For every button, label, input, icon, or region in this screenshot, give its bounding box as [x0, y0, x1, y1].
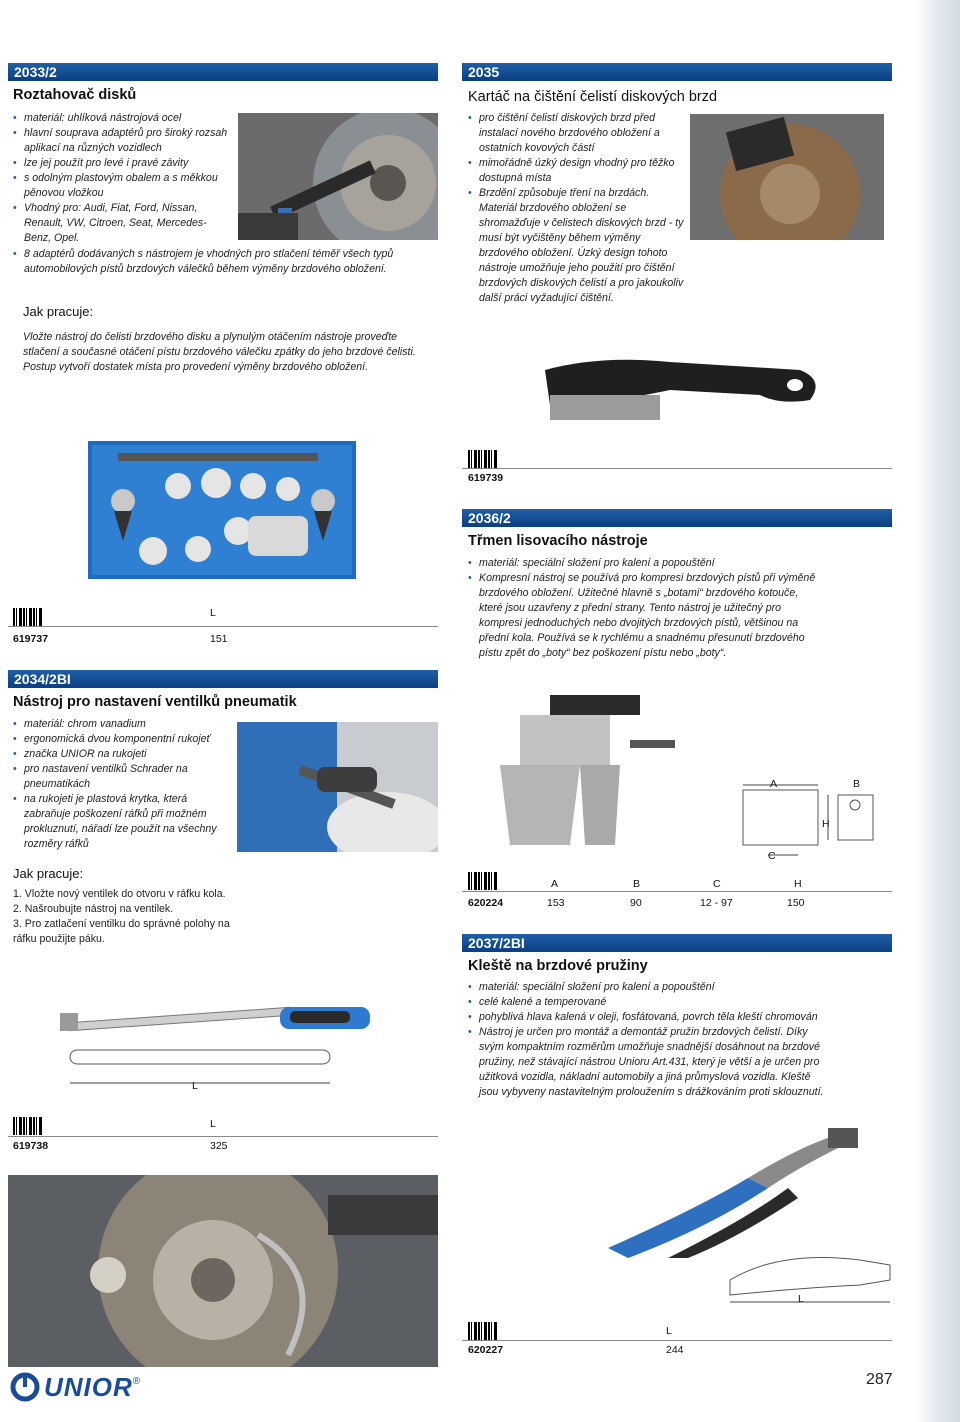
brake-caliper-brush-photo: [690, 114, 884, 240]
drawing-dimension-a: A: [770, 778, 778, 790]
column-header-b: B: [633, 878, 641, 890]
drawing-dimension-l: L: [798, 1293, 804, 1305]
section-code: 2033/2: [14, 64, 57, 80]
value-l: 325: [210, 1140, 228, 1152]
feature-list: [13, 111, 233, 246]
step-item: 1. Vložte nový ventilek do otvoru v ráfku kola.: [13, 888, 226, 900]
value-b: 90: [630, 897, 642, 909]
value-l: 151: [210, 633, 228, 645]
section-code-bar: [8, 670, 438, 688]
drawing-dimension-l: L: [192, 1080, 198, 1092]
feature-item: • materiál: uhlíková nástrojová ocel: [13, 111, 233, 126]
how-it-works-heading: Jak pracuje:: [13, 866, 84, 881]
table-rule: [8, 626, 438, 627]
section-code-bar: [462, 63, 892, 81]
table-rule: [462, 891, 892, 892]
article-number: 620224: [468, 897, 504, 909]
table-rule: [8, 1136, 438, 1137]
feature-item: • materiál: speciální složení pro kalení a popouštění: [468, 556, 818, 571]
drawing-dimension-c: C: [768, 850, 776, 862]
disc-spreader-case-photo: [88, 441, 356, 579]
feature-item: • Nástroj je určen pro montáž a demontáž pružin brzdových čelistí. Díky svým kompaktním rozměrům umožňuje snadnější dosáhnout na brzdové pružiny, než stávající nástrou Unioru Art.431, který je větší a je určen pro užitková vozidla, nákladní automobily a jiná průmyslová vozidla. Kleště jsou vybyveny nastavitelným proloužením s drážkováním proti sklouznutí.: [468, 1025, 828, 1100]
feature-item: • materiál: speciální složení pro kalení a popouštění: [468, 980, 828, 995]
section-code: 2035: [468, 64, 500, 80]
value-h: 150: [787, 897, 805, 909]
feature-item: • 8 adaptérů dodávaných s nástrojem je vhodných pro stlačení téměř všech typů automobilových pístů brzdových válečků během výměny brzdového obložení.: [13, 247, 433, 277]
table-rule: [462, 468, 892, 469]
caliper-press-drawing: [738, 775, 888, 865]
column-header-c: C: [713, 878, 721, 890]
feature-item: • hlavní souprava adaptérů pro široký rozsah aplikací na různých vozidlech: [13, 126, 233, 156]
feature-item: • lze jej použít pro levé i pravé závity: [13, 156, 233, 171]
feature-item: • pro čištění čelistí diskových brzd před instalací nového brzdového obložení a ostatních kovových částí: [468, 111, 688, 156]
side-gradient-strip: [915, 0, 960, 1422]
unior-emblem-icon: [10, 1372, 40, 1402]
page-number: 287: [866, 1371, 893, 1388]
column-header-a: A: [551, 878, 559, 890]
feature-item: • s odolným plastovým obalem a s měkkou pěnovou vložkou: [13, 171, 233, 201]
how-it-works-steps: [13, 887, 238, 947]
section-title: Třmen lisovacího nástroje: [468, 533, 648, 549]
value-l: 244: [666, 1344, 684, 1356]
section-title: Kleště na brzdové pružiny: [468, 958, 648, 974]
unior-logo: [10, 1372, 140, 1402]
barcode-icon: [468, 450, 498, 468]
value-c: 12 - 97: [700, 897, 733, 909]
drawing-dimension-b: B: [853, 778, 861, 790]
section-title: Kartáč na čištění čelistí diskových brzd: [468, 89, 718, 105]
section-code: 2037/2BI: [468, 935, 525, 951]
barcode-icon: [468, 872, 498, 890]
feature-item: • pohyblivá hlava kalená v oleji, fosfátovaná, povrch těla kleští chromován: [468, 1010, 828, 1025]
section-code-bar: [462, 509, 892, 527]
section-code: 2034/2BI: [14, 671, 71, 687]
registered-mark: ®: [132, 1376, 141, 1387]
feature-item: • Kompresní nástroj se používá pro kompresi brzdových pístů při výměně brzdového obložení. Užitečné hlavně s „botami“ brzdového kotouče, které jsou uzavřeny z přední strany. Tento nástroj je užitečný pro kompresi jednoduchých nebo dvojitých brzdových pístů, většinou na přední kola. Používá se k rychlému a snadnému přesunutí brzdového pístu zpět do „boty“ bez poškození pístu nebo „boty“.: [468, 571, 818, 661]
article-number: 619739: [468, 472, 504, 484]
article-number: 619737: [13, 633, 49, 645]
valve-tool-drawing: [40, 995, 390, 1095]
section-code: 2036/2: [468, 510, 511, 526]
section-title: Roztahovač disků: [13, 87, 137, 103]
caliper-press-photo: [490, 685, 690, 860]
step-item: 2. Našroubujte nástroj na ventilek.: [13, 903, 174, 915]
feature-item: • značka UNIOR na rukojeti: [13, 747, 233, 762]
brake-spring-pliers-photo: [8, 1175, 438, 1367]
feature-list: [468, 556, 818, 661]
valve-tool-photo: [237, 722, 438, 852]
feature-item: • Vhodný pro: Audi, Fiat, Ford, Nissan, Renault, VW, Citroen, Seat, Mercedes-Benz, Opel.: [13, 201, 233, 246]
column-header-l: L: [210, 1118, 216, 1130]
feature-item: • celé kalené a temperované: [468, 995, 828, 1010]
column-header-h: H: [794, 878, 802, 890]
feature-list-cont: [13, 247, 433, 277]
brand-wordmark: UNIOR: [44, 1371, 133, 1402]
wire-brush-photo: [540, 350, 830, 425]
feature-item: • Brzdění způsobuje tření na brzdách. Materiál brzdového obložení se shromažďuje v čelistech diskových brzd - ty musí být vyčištěny během výměny brzdového obložení. Úzký design tohoto nástroje umožňuje jeho použití pro čištění brzdových diskových čelistí a pro jakoukoliv další práci vyžadující čištění.: [468, 186, 688, 306]
disc-spreader-photo: [238, 113, 438, 240]
barcode-icon: [13, 1117, 43, 1135]
how-it-works-heading: Jak pracuje:: [23, 304, 94, 319]
feature-list: [13, 717, 233, 852]
brake-spring-pliers-drawing: [720, 1240, 900, 1308]
feature-list: [468, 111, 688, 306]
feature-item: • materiál: chrom vanadium: [13, 717, 233, 732]
section-title: Nástroj pro nastavení ventilků pneumatik: [13, 694, 297, 710]
barcode-icon: [468, 1322, 498, 1340]
column-header-l: L: [210, 607, 216, 619]
feature-list: [468, 980, 828, 1100]
feature-item: • pro nastavení ventilků Schrader na pneumatikách: [13, 762, 233, 792]
barcode-icon: [13, 608, 43, 626]
feature-item: • ergonomická dvou komponentní rukojeť: [13, 732, 233, 747]
feature-item: • na rukojeti je plastová krytka, která zabraňuje poškození ráfků při možném prokluznutí, nářadí lze použít na všechny rozměry ráfků: [13, 792, 233, 852]
article-number: 620227: [468, 1344, 504, 1356]
feature-item: • mimořádně úzký design vhodný pro těžko dostupná místa: [468, 156, 688, 186]
table-rule: [462, 1340, 892, 1341]
section-code-bar: [8, 63, 438, 81]
article-number: 619738: [13, 1140, 49, 1152]
value-a: 153: [547, 897, 565, 909]
section-code-bar: [462, 934, 892, 952]
column-header-l: L: [666, 1325, 672, 1337]
drawing-dimension-h: H: [822, 818, 830, 830]
how-it-works-text: Vložte nástroj do čelisti brzdového disku a plynulým otáčením nástroje proveďte stlačení a současné otáčení pístu brzdového válečku zpátky do jeho brzdové čelisti. Postup vytvoří dostatek místa pro provedení výměny brzdového obložení.: [23, 331, 416, 373]
brake-spring-pliers-product-photo: [598, 1118, 898, 1258]
step-item: 3. Pro zatlačení ventilku do správné polohy na ráfku použijte páku.: [13, 918, 230, 945]
